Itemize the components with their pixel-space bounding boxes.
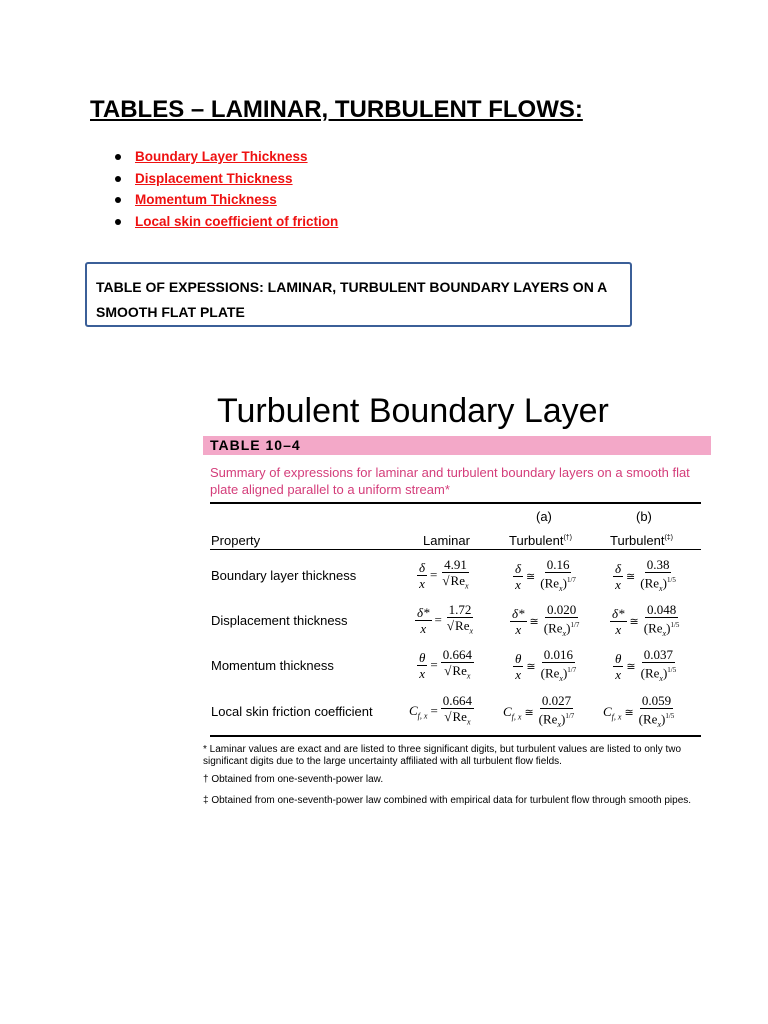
callout-line-2: SMOOTH FLAT PLATE bbox=[96, 304, 245, 320]
turbulent-b-momentum-expr: $\frac{\theta}{x}$ ≅ $\frac{0.037}{(Re_x)^{1/5}}$ bbox=[615, 647, 677, 683]
topic-list bbox=[112, 146, 338, 232]
link-local-skin-friction[interactable]: Local skin coefficient of friction bbox=[112, 211, 338, 233]
turbulent-a-momentum-expr: $\frac{\theta}{x}$ ≅ $\frac{0.016}{(Re_x)^{1/7}}$ bbox=[515, 647, 577, 683]
row-label-skin-friction: Local skin friction coefficient bbox=[211, 704, 373, 719]
table-figure bbox=[203, 392, 713, 832]
table-header-rule bbox=[210, 549, 701, 550]
column-property: Property bbox=[211, 533, 261, 548]
table-label: TABLE 10–4 bbox=[210, 437, 301, 453]
turbulent-a-displacement-expr: $\frac{\delta*}{x}$ ≅ $\frac{0.020}{(Re_x)^{1/7}}$ bbox=[512, 602, 580, 638]
laminar-boundary-layer-expr: $\frac{\delta}{x}$ = $\frac{4.91}{√Re_x}$ bbox=[419, 557, 469, 591]
callout-box bbox=[85, 262, 632, 327]
link-displacement-thickness[interactable]: Displacement Thickness bbox=[112, 168, 338, 190]
link-boundary-layer-thickness[interactable]: Boundary Layer Thickness bbox=[112, 146, 338, 168]
laminar-skin-friction-expr: $C_{f, x}$ = $\frac{0.664}{√Re_x}$ bbox=[409, 693, 473, 727]
column-a-marker: (a) bbox=[536, 509, 552, 524]
table-top-rule bbox=[210, 502, 701, 504]
table-caption: Summary of expressions for laminar and turbulent boundary layers on a smooth flat plate aligned parallel to a uniform stream* bbox=[210, 465, 690, 497]
turbulent-a-skin-friction-expr: $C_{f, x}$ ≅ $\frac{0.027}{(Re_x)^{1/7}}$ bbox=[503, 693, 575, 729]
column-turbulent-b: Turbulent(‡) bbox=[610, 533, 673, 548]
column-b-marker: (b) bbox=[636, 509, 652, 524]
row-label-displacement: Displacement thickness bbox=[211, 613, 348, 628]
turbulent-b-displacement-expr: $\frac{\delta*}{x}$ ≅ $\frac{0.048}{(Re_x)^{1/5}}$ bbox=[612, 602, 680, 638]
row-label-momentum: Momentum thickness bbox=[211, 658, 334, 673]
column-laminar: Laminar bbox=[423, 533, 470, 548]
footnote-dagger: † Obtained from one-seventh-power law. bbox=[203, 774, 384, 785]
column-turbulent-a: Turbulent(†) bbox=[509, 533, 572, 548]
footnote-asterisk: * Laminar values are exact and are listed to three significant digits, but turbulent values are listed to only two significant digits due to the large uncertainty affiliated with all turbulent flow fields. bbox=[203, 744, 682, 767]
footnote-double-dagger: ‡ Obtained from one-seventh-power law combined with empirical data for turbulent flow through smooth pipes. bbox=[203, 795, 692, 806]
laminar-displacement-expr: $\frac{\delta*}{x}$ = $\frac{1.72}{√Re_x}$ bbox=[417, 602, 474, 636]
turbulent-a-boundary-layer-expr: $\frac{\delta}{x}$ ≅ $\frac{0.16}{(Re_x)^{1/7}}$ bbox=[515, 557, 576, 593]
figure-heading: Turbulent Boundary Layer bbox=[217, 392, 609, 430]
turbulent-b-boundary-layer-expr: $\frac{\delta}{x}$ ≅ $\frac{0.38}{(Re_x)^{1/5}}$ bbox=[615, 557, 676, 593]
turbulent-b-skin-friction-expr: $C_{f, x}$ ≅ $\frac{0.059}{(Re_x)^{1/5}}$ bbox=[603, 693, 675, 729]
page-title: TABLES – LAMINAR, TURBULENT FLOWS: bbox=[90, 96, 583, 123]
row-label-boundary-layer: Boundary layer thickness bbox=[211, 568, 357, 583]
link-momentum-thickness[interactable]: Momentum Thickness bbox=[112, 189, 338, 211]
table-label-band bbox=[203, 436, 711, 455]
table-bottom-rule bbox=[210, 735, 701, 737]
callout-line-1: TABLE OF EXPESSIONS: LAMINAR, TURBULENT BOUNDARY LAYERS ON A bbox=[96, 279, 608, 295]
laminar-momentum-expr: $\frac{\theta}{x}$ = $\frac{0.664}{√Re_x}$ bbox=[419, 647, 472, 681]
